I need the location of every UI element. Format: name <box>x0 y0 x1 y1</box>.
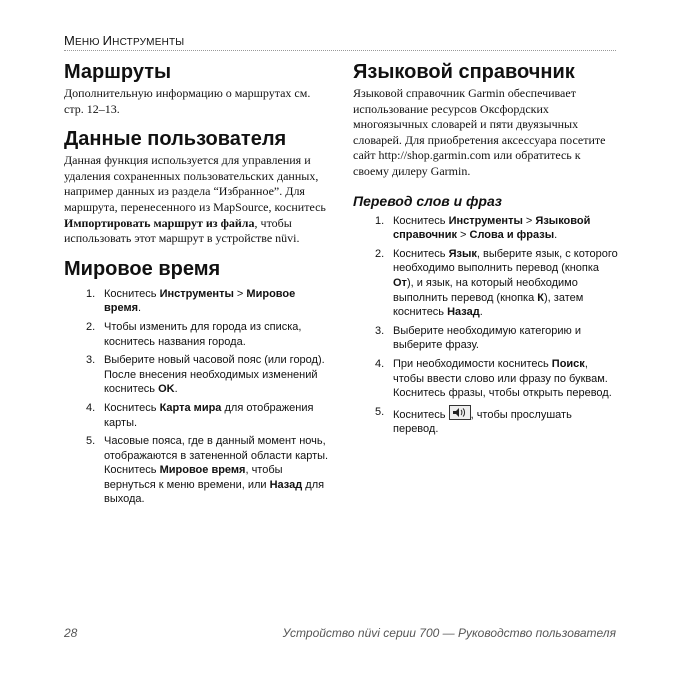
langguide-heading: Языковой справочник <box>353 61 575 83</box>
translate-heading: Перевод слов и фраз <box>353 192 502 209</box>
routes-text: Дополнительную информацию о маршрутах см. стр. 12–13. <box>64 86 311 116</box>
list-item: 2. Чтобы изменить для города из списка, коснитесь названия города. <box>86 320 302 348</box>
list-item: 5. Часовые пояса, где в данный момент ночь, отображаются в затененной области карты. Коснитесь Мировое время, чтобы вернуться к меню времени, или Назад для выхода. <box>86 435 329 506</box>
section-header <box>64 33 184 48</box>
translate-steps <box>353 214 618 437</box>
header-rest: ЕНЮ <box>75 37 103 48</box>
userdata-text: Данная функция используется для управления и удаления сохраненных пользовательских данных, например данных из раздела “Избранное”. Для маршрута, перенесенного из MapSource, коснитесь Импортировать маршрут из файла, чтобы использовать этот маршрут в устройстве nüvi. <box>64 153 326 246</box>
list-item: 1. Коснитесь Инструменты > Мировое время. <box>86 287 296 315</box>
page-number: 28 <box>64 626 78 640</box>
list-item: 1. Коснитесь Инструменты > Языковой справочник > Слова и фразы. <box>375 214 591 242</box>
footer-title: Устройство nüvi серии 700 — Руководство пользователя <box>282 626 616 640</box>
speaker-icon <box>449 405 471 420</box>
header-rest: НСТРУМЕНТЫ <box>112 37 185 48</box>
list-item: 4. При необходимости коснитесь Поиск, чтобы ввести слово или фразу по буквам. Коснитесь фразы, чтобы открыть перевод. <box>375 357 612 400</box>
header-cap: И <box>102 33 113 48</box>
routes-heading: Маршруты <box>64 61 172 83</box>
header-cap: М <box>64 33 76 48</box>
right-column <box>353 60 618 441</box>
worldtime-heading: Мировое время <box>64 257 221 280</box>
list-item: 4. Коснитесь Карта мира для отображения карты. <box>86 401 314 429</box>
list-item: 3. Выберите новый часовой пояс (или город). После внесения необходимых изменений коснитесь OK. <box>86 354 325 396</box>
import-route-link: Импортировать маршрут из файла <box>64 215 255 230</box>
worldtime-steps <box>64 287 330 507</box>
list-item: 2. Коснитесь Язык, выберите язык, с которого необходимо выполнить перевод (кнопка От), и язык, на который необходимо выполнить перевод (кнопка К), затем коснитесь Назад. <box>375 247 618 319</box>
left-column <box>64 60 330 511</box>
header-rule <box>64 50 616 51</box>
langguide-text: Языковой справочник Garmin обеспечивает использование ресурсов Оксфордских многоязычных словарей и пяти двуязычных словарей. Для приобретения аксессуара посетите сайт http://shop.garmin.com или обратитесь к своему дилеру Garmin. <box>353 86 606 178</box>
list-item: 5. Коснитесь , чтобы прослушать перевод. <box>375 405 572 436</box>
userdata-heading: Данные пользователя <box>64 128 287 151</box>
list-item: 3. Выберите необходимую категорию и выберите фразу. <box>375 324 582 352</box>
